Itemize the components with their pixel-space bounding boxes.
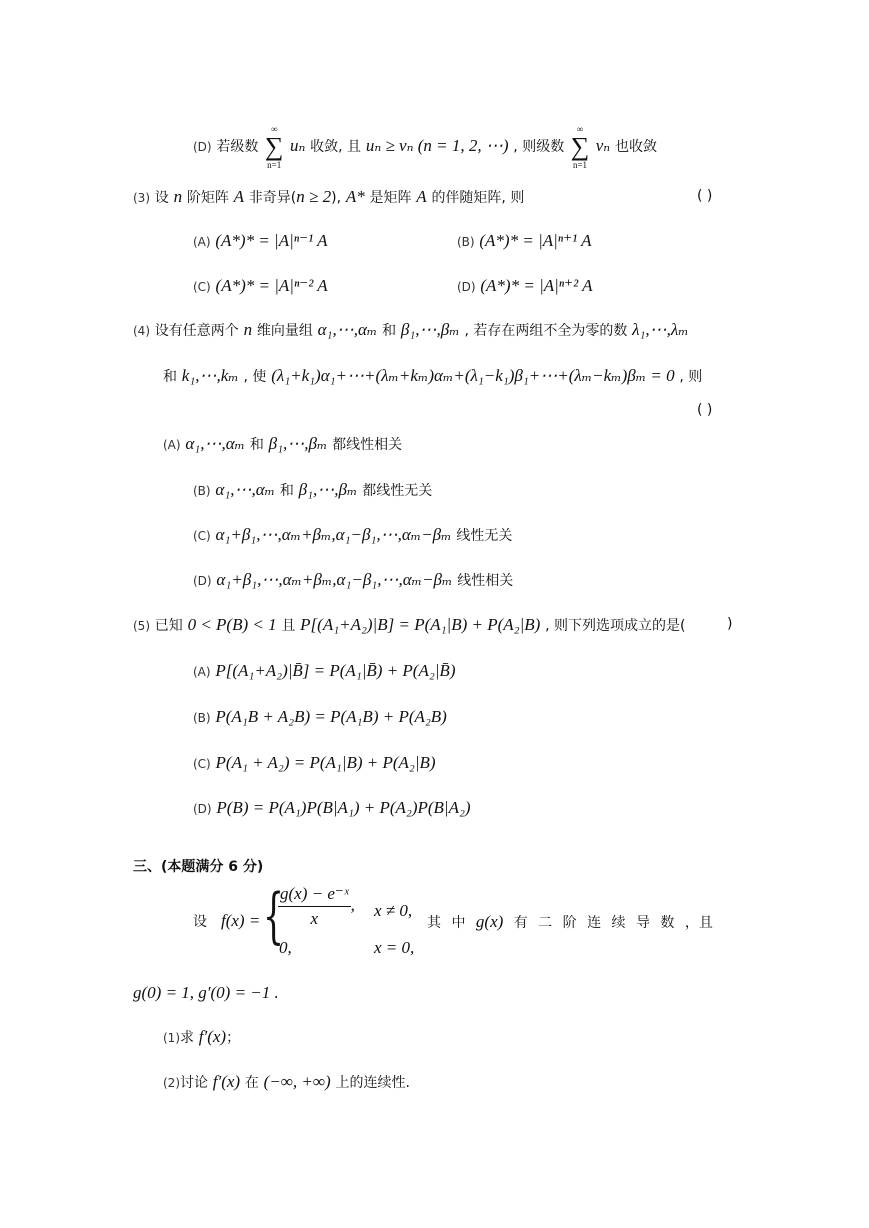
- sum-upper: ∞: [576, 124, 584, 134]
- sigma-glyph: ∑: [264, 132, 284, 161]
- text: 阶矩阵: [186, 190, 229, 206]
- denominator: x: [310, 909, 319, 928]
- text: 设有任意两个: [154, 323, 239, 339]
- left-brace: {: [263, 881, 285, 951]
- scalar-set: λ₁,⋯,λₘ: [632, 320, 689, 339]
- option-label: (D): [193, 574, 212, 588]
- series-term: vₙ: [595, 136, 611, 155]
- option-formula: (A*)* = |A|ⁿ⁻² A: [215, 276, 328, 295]
- vector-set: β₁,⋯,βₘ: [400, 320, 460, 339]
- text: 有 二 阶 连 续 导 数 ，且: [513, 915, 713, 931]
- option-formula: P(B) = P(A₁)P(B|A₁) + P(A₂)P(B|A₂): [216, 798, 471, 817]
- part-label: (2): [163, 1076, 180, 1090]
- section-title: 三、(本题满分 6 分): [133, 859, 264, 875]
- option-formula: P(A₁B + A₂B) = P(A₁B) + P(A₂B): [215, 707, 447, 726]
- option-label: (C): [193, 757, 211, 771]
- var-n: n: [243, 320, 253, 339]
- text: 是矩阵: [369, 190, 412, 206]
- part-1: [163, 1026, 240, 1049]
- text: 和: [382, 323, 397, 339]
- derivative: f′(x): [198, 1027, 227, 1046]
- option-formula: P[(A₁+A₂)|B̄] = P(A₁|B̄) + P(A₂|B̄): [215, 661, 456, 680]
- option-text: 都线性无关: [362, 483, 433, 499]
- condition: n ≥ 2: [296, 187, 332, 206]
- series-term: uₙ: [289, 136, 306, 155]
- condition: uₙ ≥ vₙ (n = 1, 2, ⋯): [365, 136, 509, 155]
- option-label: (B): [193, 711, 211, 725]
- q5-option-b: [193, 706, 447, 729]
- function-name: f(x) =: [221, 911, 261, 930]
- option-label: (D): [193, 802, 212, 816]
- text: 且: [281, 618, 296, 634]
- q4-option-a: [163, 433, 402, 456]
- q5-option-a: [193, 660, 455, 683]
- equation: (λ₁+k₁)α₁+⋯+(λₘ+kₘ)αₘ+(λ₁−k₁)β₁+⋯+(λₘ−kₘ)βₘ = 0: [271, 366, 675, 385]
- text: 设: [154, 190, 169, 206]
- var-n: n: [173, 187, 183, 206]
- numerator: g(x) − e⁻ˣ: [278, 883, 351, 907]
- text: 若级数: [216, 139, 259, 155]
- q3-option-b: [457, 230, 592, 253]
- q3-option-c: [193, 275, 328, 298]
- text: 上的连续性.: [335, 1075, 410, 1091]
- q2-option-d: [193, 124, 657, 170]
- q4-stem-line1: [133, 319, 689, 342]
- text: , 使: [243, 369, 267, 385]
- option-formula: (A*)* = |A|ⁿ⁻¹ A: [215, 231, 328, 250]
- text: 非奇异(: [248, 190, 297, 206]
- q3-option-a: [193, 230, 328, 253]
- question-number: (3): [133, 191, 150, 205]
- var-a-star: A*: [345, 187, 365, 206]
- q5-stem: [133, 614, 685, 637]
- sec3-tail: [427, 911, 713, 934]
- var-a: A: [233, 187, 245, 206]
- case1-expression: [278, 883, 355, 930]
- case2-condition: x = 0,: [374, 938, 415, 957]
- part-2: [163, 1071, 410, 1094]
- option-formula: (A*)* = |A|ⁿ⁺² A: [480, 276, 593, 295]
- text: 和: [249, 437, 264, 453]
- text: ；: [226, 1030, 241, 1046]
- derivative: f′(x): [212, 1072, 241, 1091]
- option-formula: α₁,⋯,αₘ: [185, 434, 246, 453]
- option-formula: β₁,⋯,βₘ: [268, 434, 328, 453]
- option-formula: (A*)* = |A|ⁿ⁺¹ A: [479, 231, 592, 250]
- sigma-glyph: ∑: [570, 132, 590, 161]
- option-formula: α₁+β₁,⋯,αₘ+βₘ,α₁−β₁,⋯,αₘ−βₘ: [215, 525, 452, 544]
- case2-value: 0,: [279, 938, 292, 957]
- summation-symbol: [263, 124, 285, 170]
- scalar-set: k₁,⋯,kₘ: [181, 366, 239, 385]
- equation: P[(A₁+A₂)|B] = P(A₁|B) + P(A₂|B): [300, 615, 541, 634]
- comma: ,: [350, 895, 355, 915]
- answer-paren: ( ): [697, 188, 713, 204]
- summation-symbol: [569, 124, 591, 170]
- q3-option-d: [457, 275, 593, 298]
- text: , 则: [679, 369, 703, 385]
- q4-option-c: [193, 524, 512, 547]
- option-label: (D): [193, 140, 212, 154]
- text: 已知: [154, 618, 183, 634]
- text: , 则下列选项成立的是(: [545, 618, 686, 634]
- q4-stem-line2: [163, 365, 702, 388]
- var-a: A: [416, 187, 427, 206]
- vector-set: α₁,⋯,αₘ: [317, 320, 378, 339]
- option-label: (A): [163, 438, 181, 452]
- option-label: (D): [457, 280, 476, 294]
- q5-option-c: [193, 752, 436, 775]
- function-g: g(x): [475, 912, 504, 931]
- sec3-lead: 设: [193, 914, 207, 930]
- option-label: (A): [193, 235, 211, 249]
- option-label: (B): [193, 484, 211, 498]
- option-text: 线性无关: [456, 528, 513, 544]
- text: 维向量组: [256, 323, 313, 339]
- text: 收敛, 且: [310, 139, 362, 155]
- text: 也收敛: [614, 139, 657, 155]
- option-text: 都线性相关: [332, 437, 403, 453]
- condition: 0 < P(B) < 1: [187, 615, 277, 634]
- option-label: (A): [193, 665, 211, 679]
- option-formula: α₁+β₁,⋯,αₘ+βₘ,α₁−β₁,⋯,αₘ−βₘ: [216, 570, 453, 589]
- q4-option-d: [193, 569, 513, 592]
- option-text: 线性相关: [457, 573, 514, 589]
- answer-paren: ( ): [697, 402, 713, 418]
- part-label: (1): [163, 1031, 180, 1045]
- sum-lower: n=1: [572, 160, 588, 170]
- fraction: [278, 883, 351, 930]
- text: 其 中: [427, 915, 466, 931]
- question-number: (5): [133, 619, 150, 633]
- option-formula: β₁,⋯,βₘ: [298, 480, 358, 499]
- text: 在: [244, 1075, 259, 1091]
- text: 求: [180, 1030, 194, 1046]
- q4-option-b: [193, 479, 432, 502]
- text: , 若存在两组不全为零的数: [464, 323, 628, 339]
- q3-stem: [133, 186, 524, 209]
- question-number: (4): [133, 324, 150, 338]
- text: 的伴随矩阵, 则: [431, 190, 525, 206]
- text: ),: [331, 190, 342, 206]
- interval: (−∞, +∞): [263, 1072, 331, 1091]
- sum-upper: ∞: [270, 124, 278, 134]
- option-formula: α₁,⋯,αₘ: [215, 480, 276, 499]
- option-label: (B): [457, 235, 475, 249]
- q5-option-d: [193, 797, 471, 820]
- answer-paren: ): [727, 616, 733, 632]
- option-formula: P(A₁ + A₂) = P(A₁|B) + P(A₂|B): [215, 753, 436, 772]
- sum-lower: n=1: [267, 160, 282, 170]
- text: , 则级数: [513, 139, 565, 155]
- text: 和: [163, 369, 177, 385]
- text: 讨论: [180, 1075, 208, 1091]
- text: 和: [279, 483, 294, 499]
- case1-condition: x ≠ 0,: [374, 901, 413, 920]
- initial-conditions: g(0) = 1, g′(0) = −1 .: [133, 983, 279, 1002]
- option-label: (C): [193, 280, 211, 294]
- option-label: (C): [193, 529, 211, 543]
